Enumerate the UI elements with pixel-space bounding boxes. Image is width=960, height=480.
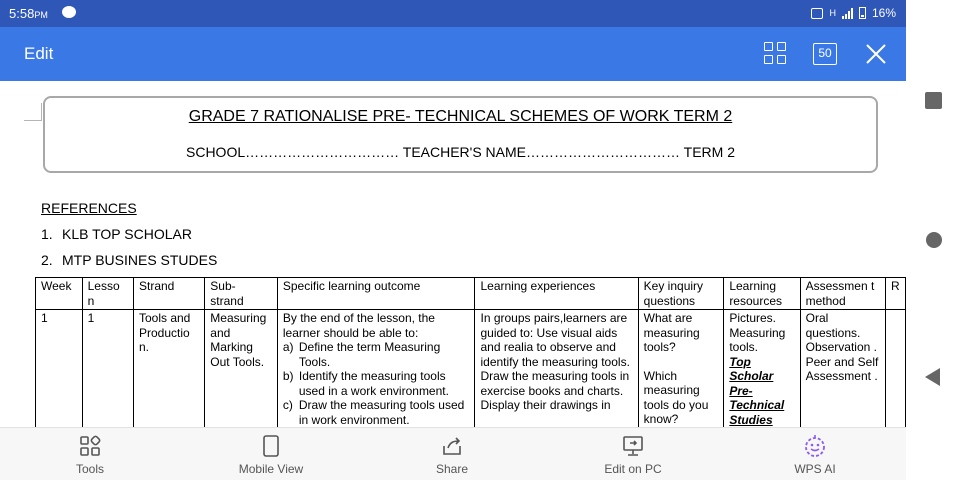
- header-experiences: Learning experiences: [475, 278, 638, 310]
- app-bar: [0, 27, 906, 81]
- network-type: H: [829, 8, 836, 18]
- header-lesson: Lesso n: [82, 278, 133, 310]
- tools-button[interactable]: [30, 428, 150, 480]
- tools-label: Tools: [75, 462, 104, 476]
- inquiry-question: Which measuring tools do you know?: [643, 368, 709, 426]
- resource-text: Pictures. Measuring tools.: [729, 311, 786, 354]
- document-subtitle: SCHOOL…………………………… TEACHER'S NAME…………………………… TERM 2: [186, 144, 735, 160]
- inquiry-question: What are measuring tools?: [643, 311, 700, 354]
- bottom-toolbar: [0, 427, 906, 480]
- status-bar: [0, 0, 906, 27]
- share-button[interactable]: [392, 428, 512, 480]
- header-strand: Strand: [133, 278, 204, 310]
- wps-ai-label: WPS AI: [794, 462, 836, 476]
- signal-icon: [842, 8, 853, 19]
- edit-on-pc-label: Edit on PC: [604, 462, 662, 476]
- cell-substrand: Measuring and Marking Out Tools.: [205, 310, 278, 428]
- cell-experiences: In groups pairs,learners are guided to: Use visual aids and realia to observe and identify the measuring tools. Draw the measuring tools in exercise books and charts. Display their drawings in: [475, 310, 638, 428]
- vibrate-icon: [811, 8, 823, 19]
- cell-lesson: 1: [82, 310, 133, 428]
- page-corner-mark: [24, 103, 42, 121]
- header-inquiry: Key inquiry questions: [638, 278, 724, 310]
- close-icon[interactable]: [864, 42, 888, 66]
- message-notification-icon: [62, 6, 76, 18]
- references-heading: REFERENCES: [41, 200, 137, 216]
- reference-item: 1. KLB TOP SCHOLAR: [41, 226, 192, 242]
- share-icon: [440, 434, 464, 458]
- thumbnail-grid-icon[interactable]: [764, 42, 788, 66]
- scheme-table: [35, 277, 906, 427]
- outcome-intro: By the end of the lesson, the learner should be able to:: [282, 311, 435, 340]
- mobile-view-button[interactable]: [211, 428, 331, 480]
- table-row: [36, 310, 906, 428]
- battery-percent: 16%: [871, 6, 896, 20]
- reference-item: 2. MTP BUSINES STUDES: [41, 252, 218, 268]
- document-view[interactable]: [0, 81, 906, 427]
- header-outcome: Specific learning outcome: [277, 278, 475, 310]
- clock: 5:58PM: [9, 6, 48, 21]
- mobile-view-icon: [259, 434, 283, 458]
- mobile-view-label: Mobile View: [238, 462, 304, 476]
- tools-grid-icon: [78, 434, 102, 458]
- document-title: GRADE 7 RATIONALISE PRE- TECHNICAL SCHEMES OF WORK TERM 2: [188, 108, 733, 125]
- cell-inquiry: [638, 310, 724, 428]
- header-assessment: Assessmen t method: [800, 278, 885, 310]
- outcome-item: a) Define the term Measuring Tools.: [282, 340, 441, 369]
- monitor-icon: [621, 434, 645, 458]
- outcome-item: c) Draw the measuring tools used in work environment.: [282, 398, 465, 427]
- battery-icon: [859, 7, 866, 19]
- home-icon[interactable]: [926, 232, 942, 248]
- recents-icon[interactable]: [925, 92, 942, 109]
- cell-remarks: [885, 310, 905, 428]
- resource-link[interactable]: Top Scholar Pre-Technical Studies: [729, 354, 785, 427]
- outcome-item: b) Identify the measuring tools used in a work environment.: [282, 369, 449, 398]
- wps-ai-button[interactable]: [755, 428, 875, 480]
- cell-resources: [724, 310, 800, 428]
- share-label: Share: [435, 462, 469, 476]
- ai-face-icon: [803, 434, 827, 458]
- title-box: [43, 96, 878, 173]
- cell-outcome: [277, 310, 475, 428]
- back-icon[interactable]: [925, 368, 940, 386]
- header-substrand: Sub- strand: [205, 278, 278, 310]
- table-header-row: [36, 278, 906, 310]
- cell-week: 1: [36, 310, 83, 428]
- header-remarks: R: [885, 278, 905, 310]
- edit-title: Edit: [24, 44, 54, 63]
- edit-on-pc-button[interactable]: [573, 428, 693, 480]
- page-number-badge[interactable]: 50: [813, 43, 837, 65]
- cell-assessment: Oral questions. Observation . Peer and Self Assessment .: [800, 310, 885, 428]
- cell-strand: Tools and Productio n.: [133, 310, 204, 428]
- header-week: Week: [36, 278, 83, 310]
- header-resources: Learning resources: [724, 278, 800, 310]
